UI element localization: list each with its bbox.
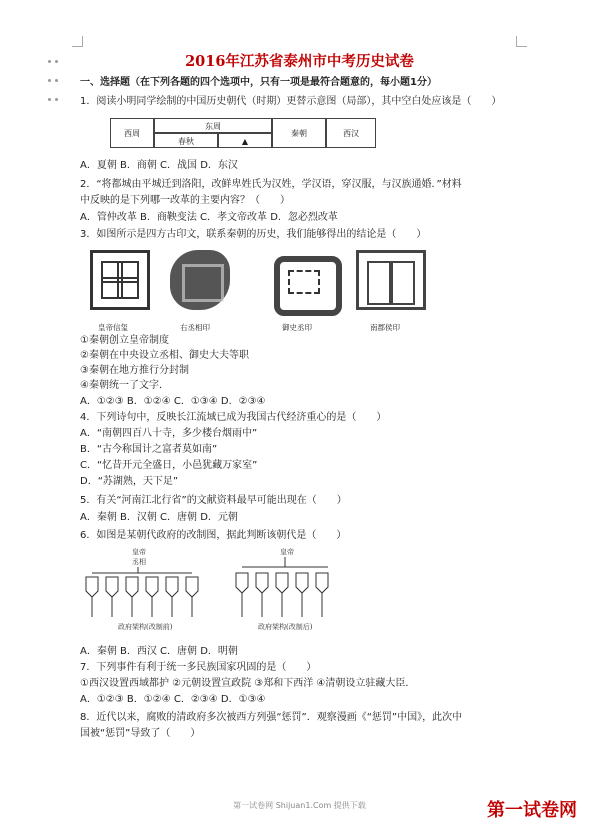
question-text: 6．如图是某朝代政府的改制图，据此判断该朝代是（ ）	[80, 530, 347, 541]
site-logo: 第一试卷网	[487, 800, 577, 821]
answer-option: C．“忆昔开元全盛日，小邑犹藏万家室”	[80, 460, 258, 471]
question-text: 5．有关“河南江北行省”的文献资料最早可能出现在（ ）	[80, 495, 347, 506]
dynasty-timeline	[110, 118, 376, 148]
statement-items: ①西汉设置西域都护 ②元朝设置宣政院 ③郑和下西洋 ④清朝设立驻藏大臣．	[80, 678, 416, 689]
answer-options: A．①②③ B．①②④ C．①③④ D．②③④	[80, 396, 266, 407]
timeline-cell: 东周	[154, 118, 272, 133]
diagram-label: 丞相	[132, 558, 146, 566]
statement-item: ①秦朝创立皇帝制度	[80, 335, 169, 346]
question-text: 中反映的是下列哪一改革的主要内容？（ ）	[80, 195, 290, 206]
timeline-blank-cell: ▲	[218, 133, 272, 148]
answer-options: A．夏朝 B．商朝 C．战国 D．东汉	[80, 160, 238, 171]
timeline-cell: 西周	[110, 118, 154, 148]
seal-image	[356, 250, 426, 310]
page-corner-mark	[516, 36, 527, 47]
answer-options: A．秦朝 B．汉朝 C．唐朝 D．元朝	[80, 512, 238, 523]
timeline-cell: 秦朝	[272, 118, 326, 148]
seal-image	[90, 250, 150, 310]
seal-image	[268, 250, 338, 310]
seal-caption: 皇帝信玺	[98, 323, 128, 332]
seal-image	[170, 250, 230, 310]
question-text: 4．下列诗句中，反映长江流域已成为我国古代经济重心的是（ ）	[80, 412, 387, 423]
seal-caption: 南郡侯印	[370, 323, 400, 332]
page-title: 2016年江苏省泰州市中考历史试卷	[185, 53, 414, 70]
question-text: 国被“惩罚”导致了（ ）	[80, 728, 201, 739]
question-text: 2．“将都城由平城迁到洛阳，改鲜卑姓氏为汉姓，学汉语，穿汉服，与汉族通婚．”材料	[80, 179, 462, 190]
diagram-label: 皇帝	[280, 548, 294, 556]
statement-item: ④秦朝统一了文字．	[80, 380, 169, 391]
question-text: 7．下列事件有利于统一多民族国家巩固的是（ ）	[80, 662, 317, 673]
question-text: 1．阅读小明同学绘制的中国历史朝代（时期）更替示意图（局部），其中空白处应该是（ ）	[80, 96, 502, 107]
answer-options: A．管仲改革 B．商鞅变法 C．孝文帝改革 D．忽必烈改革	[80, 212, 338, 223]
diagram-label: 皇帝	[132, 548, 146, 556]
seal-caption: 右丞相印	[180, 323, 210, 332]
question-text: 3．如图所示是四方古印文，联系秦朝的历史，我们能够得出的结论是（ ）	[80, 229, 427, 240]
diagram-caption: 政府架构(改制前)	[118, 623, 173, 631]
answer-options: A．①②③ B．①②④ C．②③④ D．①③④	[80, 694, 266, 705]
answer-options: A．秦朝 B．西汉 C．唐朝 D．明朝	[80, 646, 238, 657]
timeline-cell: 西汉	[326, 118, 376, 148]
government-structure-diagram	[80, 545, 350, 633]
page-corner-mark	[72, 36, 83, 47]
answer-option: A．“南朝四百八十寺，多少楼台烟雨中”	[80, 428, 258, 439]
timeline-cell: 春秋	[154, 133, 218, 148]
statement-item: ②秦朝在中央设立丞相、御史大夫等职	[80, 350, 249, 361]
diagram-caption: 政府架构(改制后)	[258, 623, 313, 631]
statement-item: ③秦朝在地方推行分封制	[80, 365, 189, 376]
answer-option: B．“古今称国计之富者莫如南”	[80, 444, 218, 455]
question-text: 8．近代以来，腐败的清政府多次被西方列强“惩罚”．观察漫画《“惩罚”中国》，此次中	[80, 712, 463, 723]
page-footer: 第一试卷网 Shijuan1.Com 提供下载	[233, 801, 366, 810]
section-heading: 一、选择题（在下列各题的四个选项中，只有一项是最符合题意的，每小题1分）	[80, 77, 437, 88]
seal-caption: 御史丞印	[282, 323, 312, 332]
answer-option: D．“苏湖熟，天下足”	[80, 476, 179, 487]
